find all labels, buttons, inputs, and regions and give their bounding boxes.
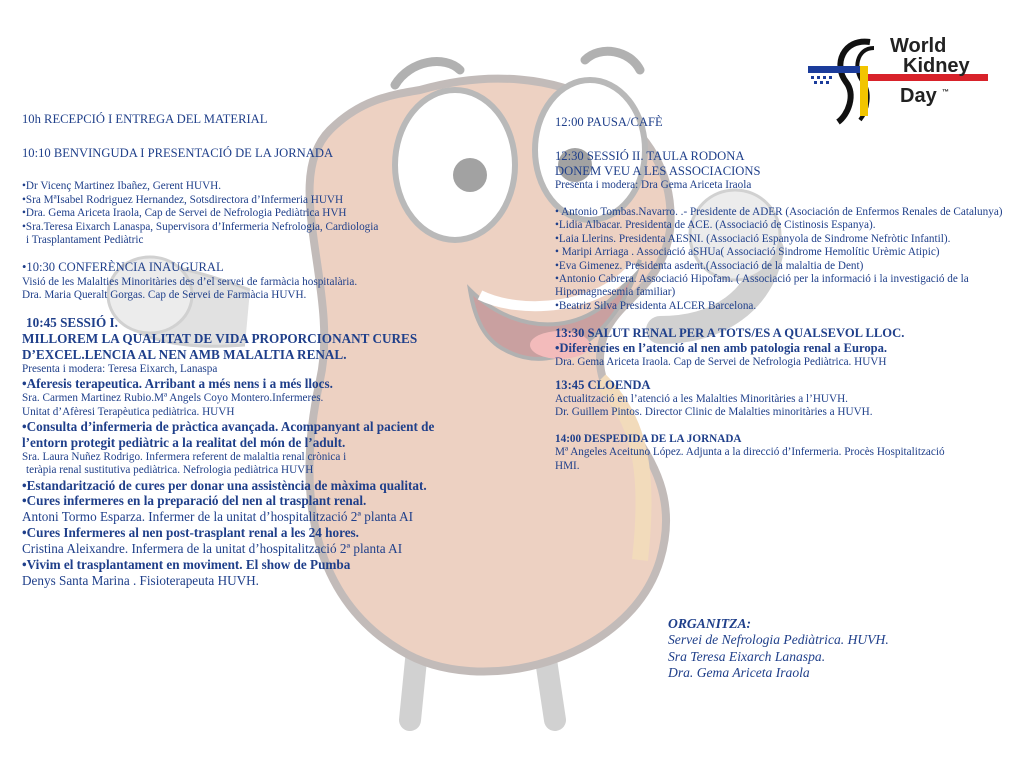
topic-title: •Vivim el trasplantament en moviment. El show de Pumba: [22, 556, 351, 572]
closing-heading: 13:45 CLOENDA: [555, 377, 651, 392]
topic-speaker: Unitat d’Afèresi Terapèutica pediàtrica. HUVH: [22, 405, 235, 418]
topic-speaker: Sra. Laura Nuñez Rodrigo. Infermera referent de malaltia renal crònica i: [22, 450, 347, 463]
welcome-list-item: •Sra MªIsabel Rodriguez Hernandez, Sotsdirectora d’Infermeria HUVH: [22, 193, 344, 206]
organizers-line: Dra. Gema Ariceta Iraola: [668, 664, 810, 680]
topic-title: l’entorn protegit pediàtric a la realitat del món de l’adult.: [22, 434, 346, 450]
renal-health-heading: 13:30 SALUT RENAL PER A TOTS/ES A QUALSEVOL LLOC.: [555, 326, 905, 341]
organizers-line: Servei de Nefrologia Pediàtrica. HUVH.: [668, 632, 889, 648]
association-item: • Antonio Tombas.Navarro. .- Presidente de ADER (Asociación de Enfermos Renales de Catalunya): [555, 205, 1003, 218]
reception-heading: 10h RECEPCIÓ I ENTREGA DEL MATERIAL: [22, 112, 268, 126]
conference-heading: •10:30 CONFERÈNCIA INAUGURAL: [22, 260, 224, 275]
topic-title: •Aferesis terapeutica. Arribant a més nens i a més llocs.: [22, 376, 333, 392]
renal-health-speaker: Dra. Gema Ariceta Iraola. Cap de Servei de Nefrologia Pediàtrica. HUVH: [555, 356, 887, 369]
association-item: •Beatriz Silva Presidenta ALCER Barcelona.: [555, 299, 757, 312]
topic-title: •Consulta d’infermeria de pràctica avançada. Acompanyant al pacient de: [22, 419, 435, 435]
association-item: •Eva Gimenez. Presidenta asdent.(Associació de la malaltia de Dent): [555, 259, 864, 272]
welcome-list-item: •Sra.Teresa Eixarch Lanaspa, Supervisora d’Infermeria Nefrologia, Cardiologia: [22, 220, 379, 233]
welcome-list-item: •Dra. Gema Ariceta Iraola, Cap de Servei de Nefrologia Pediàtrica HVH: [22, 207, 347, 220]
session-two-moderator: Presenta i modera: Dra Gema Ariceta Iraola: [555, 179, 752, 192]
farewell-line: Mª Angeles Aceituno López. Adjunta a la direcció d’Infermeria. Procès Hospitalització: [555, 446, 945, 459]
pause-heading: 12:00 PAUSA/CAFÈ: [555, 115, 663, 129]
topic-speaker: Antoni Tormo Esparza. Infermer de la unitat d’hospitalització 2ª planta AI: [22, 509, 414, 525]
organizers-line: Sra Teresa Eixarch Lanaspa.: [668, 648, 826, 664]
topic-speaker: Sra. Carmen Martinez Rubio.Mª Angels Coyo Montero.Infermeres.: [22, 392, 324, 405]
closing-line: Actualització en l’atenció a les Malalties Minoritàries a l’HUVH.: [555, 393, 848, 406]
organizers-block: [668, 616, 889, 681]
session-two-time: 12:30 SESSIÓ II. TAULA RODONA: [555, 149, 745, 164]
farewell-heading: 14:00 DESPEDIDA DE LA JORNADA: [555, 432, 742, 445]
renal-health-topic: •Diferències en l’atenció al nen amb patologia renal a Europa.: [555, 341, 888, 356]
welcome-list-item: •Dr Vicenç Martinez Ibañez, Gerent HUVH.: [22, 180, 222, 193]
association-item: •Antonio Cabrera. Associació Hipofam. ( Associació per la informació i la investigació de la Hipomagnesemia familiar): [555, 272, 969, 299]
conference-speaker: Dra. Maria Queralt Gorgas. Cap de Servei de Farmàcia HUVH.: [22, 288, 307, 301]
association-item: • Maripi Arriaga . Associació aSHUa( Associació Sindrome Hemolític Urèmic Atipic): [555, 246, 940, 259]
session-one-time: 10:45 SESSIÓ I.: [26, 315, 118, 331]
topic-speaker: Denys Santa Marina . Fisioterapeuta HUVH.: [22, 572, 259, 588]
topic-title: •Cures Infermeres al nen post-trasplant renal a les 24 hores.: [22, 525, 359, 541]
farewell-line: HMI.: [555, 459, 580, 472]
program-right-column: [555, 115, 1017, 473]
session-two-title: DONEM VEU A LES ASSOCIACIONS: [555, 164, 761, 179]
topic-speaker: teràpia renal sustitutiva pediàtrica. Nefrologia pediàtrica HUVH: [26, 464, 314, 477]
welcome-heading: 10:10 BENVINGUDA I PRESENTACIÓ DE LA JORNADA: [22, 146, 334, 161]
world-kidney-day-logo: [808, 30, 1013, 130]
session-one-title: MILLOREM LA QUALITAT DE VIDA PROPORCIONANT CURES: [22, 331, 418, 347]
program-left-column: [22, 112, 492, 589]
logo-word-world: World: [890, 35, 947, 57]
topic-title: •Cures infermeres en la preparació del nen al trasplant renal.: [22, 493, 367, 509]
welcome-list-item: i Trasplantament Pediàtric: [26, 233, 144, 246]
logo-word-day: Day: [900, 85, 937, 107]
topic-speaker: Cristina Aleixandre. Infermera de la unitat d’hospitalització 2ª planta AI: [22, 541, 403, 557]
session-one-title: D’EXCEL.LENCIA AL NEN AMB MALALTIA RENAL.: [22, 347, 347, 363]
conference-description: Visió de les Malalties Minoritàries des d’el servei de farmàcia hospitalària.: [22, 275, 358, 288]
organizers-title: ORGANITZA:: [668, 616, 752, 631]
logo-word-kidney: Kidney: [903, 55, 970, 77]
logo-trademark: ™: [942, 89, 949, 96]
association-item: •Lidia Albacar. Presidenta de ACE. (Associació de Cistinosis Espanya).: [555, 219, 876, 232]
session-one-moderator: Presenta i modera: Teresa Eixarch, Lanaspa: [22, 362, 218, 375]
association-item: •Laia Llerins. Presidenta AESNI. (Associació Espanyola de Sindrome Nefròtic Infantil).: [555, 232, 951, 245]
closing-line: Dr. Guillem Pintos. Director Clinic de Malalties minoritàries a HUVH.: [555, 406, 873, 419]
topic-title: •Estandarització de cures per donar una assistència de màxima qualitat.: [22, 477, 427, 493]
